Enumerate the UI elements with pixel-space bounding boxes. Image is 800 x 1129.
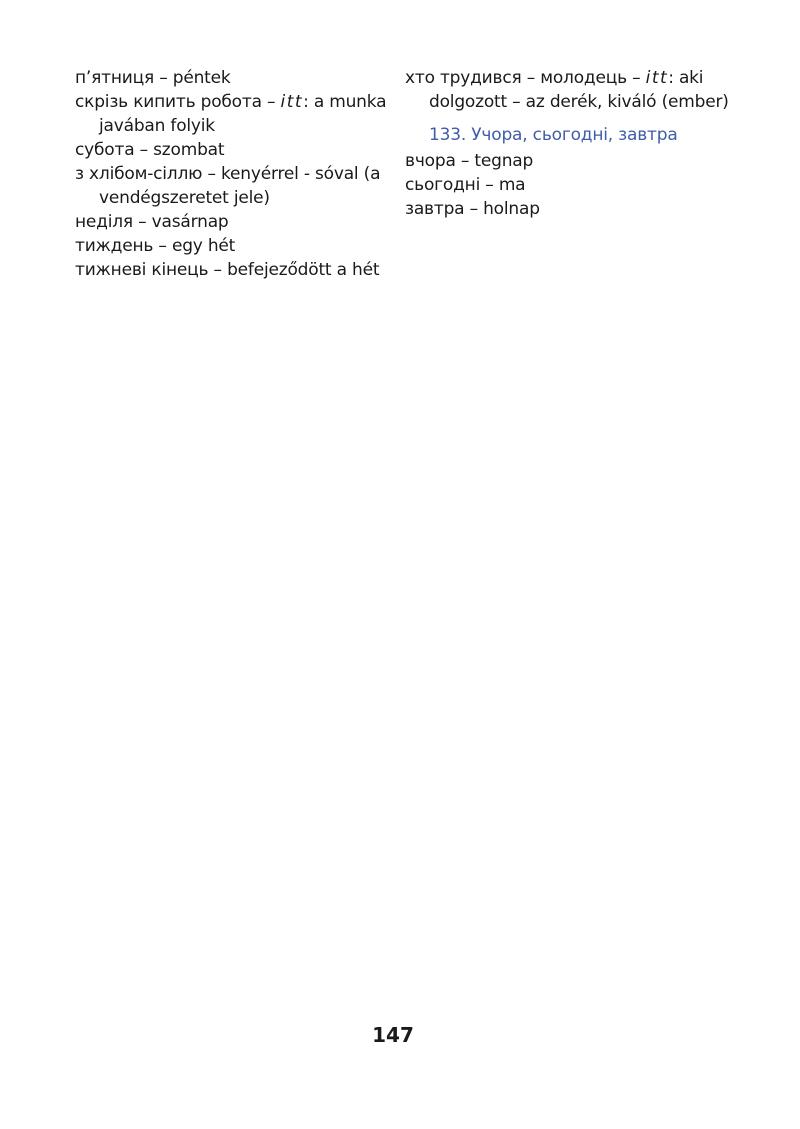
entry-translation: szombat [153, 140, 225, 160]
section-heading: 133. Учора, сьогодні, завтра [429, 125, 678, 145]
entry-idiom-mark: itt [280, 92, 304, 112]
entry-dash: – [132, 212, 152, 232]
entry-term: завтра [405, 199, 465, 219]
entry-term: неділя [75, 212, 133, 232]
entry-translation: a munka javában folyik [99, 92, 387, 136]
right-column [405, 66, 735, 221]
vocab-entry [75, 162, 395, 210]
entry-term: хто трудився – молодець [405, 68, 627, 88]
entry-term: тиждень [75, 236, 154, 256]
entry-translation: kenyérrel - sóval (a vendégszeretet jele) [99, 164, 381, 208]
entry-translation: egy hét [171, 236, 236, 256]
vocab-entry [405, 197, 735, 221]
entry-translation: ma [498, 175, 526, 195]
entry-dash: – [134, 140, 154, 160]
vocab-entry [75, 210, 395, 234]
entry-term: п’ятниця [75, 68, 155, 88]
entry-dash: – [464, 199, 484, 219]
entry-dash: – [626, 68, 646, 88]
page-number: 147 [372, 1023, 414, 1047]
vocab-entry [75, 138, 395, 162]
vocab-entry [75, 90, 395, 138]
entry-term: субота [75, 140, 135, 160]
entry-translation: aki dolgozott – az derék, kiváló (ember) [429, 68, 729, 112]
entry-term: тижневі кінець [75, 260, 209, 280]
entry-translation: péntek [172, 68, 231, 88]
entry-dash: – [208, 260, 228, 280]
entry-term: з хлібом-сіллю [75, 164, 203, 184]
entry-dash: – [202, 164, 221, 184]
entry-translation: befejeződött a hét [227, 260, 380, 280]
entry-dash: – [154, 68, 173, 88]
entry-term: скрізь кипить робота [75, 92, 262, 112]
entry-dash: – [153, 236, 172, 256]
entry-colon: : [668, 68, 674, 88]
vocab-entry [405, 66, 735, 114]
vocab-entry [75, 66, 395, 90]
entry-colon: : [303, 92, 314, 112]
entry-dash: – [480, 175, 499, 195]
entry-term: вчора [405, 151, 456, 171]
vocab-entry [405, 173, 735, 197]
vocab-entry [75, 258, 395, 282]
entry-idiom-mark: itt [645, 68, 669, 88]
entry-translation: tegnap [474, 151, 534, 171]
entry-translation: vasárnap [151, 212, 229, 232]
entry-dash: – [261, 92, 281, 112]
left-column [75, 66, 395, 282]
entry-term: сьогодні [405, 175, 481, 195]
vocab-entry [405, 149, 735, 173]
entry-dash: – [455, 151, 475, 171]
vocab-entry [75, 234, 395, 258]
entry-translation: holnap [483, 199, 540, 219]
